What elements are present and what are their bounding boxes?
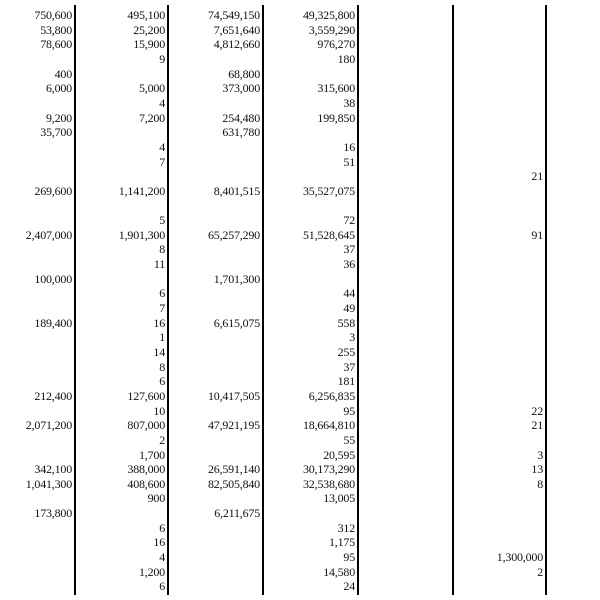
table-row (0, 52, 600, 67)
table-cell-col-3: 254,480 (222, 110, 260, 125)
table-row (0, 565, 600, 580)
table-row (0, 360, 600, 375)
table-row (0, 477, 600, 492)
table-cell-col-1: 173,800 (34, 506, 72, 521)
table-row (0, 228, 600, 243)
table-cell-col-3: 74,549,150 (207, 8, 260, 22)
table-row (0, 272, 600, 287)
table-cell-col-2: 807,000 (127, 418, 165, 433)
table-row (0, 506, 600, 521)
table-cell-col-2: 10 (153, 403, 165, 418)
table-cell-col-4: 315,600 (317, 81, 355, 96)
table-cell-col-2: 7 (159, 154, 165, 169)
table-row (0, 140, 600, 155)
table-cell-col-1: 2,407,000 (25, 227, 72, 242)
table-row (0, 125, 600, 140)
table-row (0, 213, 600, 228)
table-cell-col-2: 5 (159, 213, 165, 228)
table-cell-col-2: 6 (159, 374, 165, 389)
table-cell-col-4: 95 (343, 550, 355, 565)
table-cell-col-4: 3,559,290 (308, 22, 355, 37)
table-cell-col-4: 49,325,800 (302, 8, 355, 22)
table-cell-col-2: 388,000 (127, 462, 165, 477)
table-cell-col-1: 212,400 (34, 388, 72, 403)
table-cell-col-3: 1,701,300 (213, 271, 260, 286)
table-row (0, 448, 600, 463)
table-cell-col-2: 6 (159, 579, 165, 594)
table-cell-col-4: 32,538,680 (302, 476, 355, 491)
table-row (0, 491, 600, 506)
table-row (0, 37, 600, 52)
table-cell-col-2: 16 (153, 315, 165, 330)
table-cell-col-1: 100,000 (34, 271, 72, 286)
table-cell-col-4: 36 (343, 257, 355, 272)
table-cell-col-2: 495,100 (127, 8, 165, 22)
table-row (0, 23, 600, 38)
table-cell-col-2: 2 (159, 432, 165, 447)
table-row (0, 301, 600, 316)
table-cell-col-3: 373,000 (222, 81, 260, 96)
table-row (0, 389, 600, 404)
table-cell-col-3: 7,651,640 (213, 22, 260, 37)
table-cell-col-6: 22 (531, 403, 543, 418)
table-cell-col-4: 312 (337, 520, 355, 535)
table-cell-col-2: 25,200 (133, 22, 165, 37)
table-cell-col-3: 6,615,075 (213, 315, 260, 330)
table-row (0, 242, 600, 257)
table-cell-col-4: 72 (343, 213, 355, 228)
table-cell-col-2: 4 (159, 95, 165, 110)
table-cell-col-4: 95 (343, 403, 355, 418)
table-row (0, 418, 600, 433)
table-cell-col-6: 1,300,000 (496, 550, 543, 565)
table-cell-col-4: 51 (343, 154, 355, 169)
table-row (0, 184, 600, 199)
table-cell-col-2: 1,200 (138, 564, 165, 579)
table-cell-col-6: 8 (537, 476, 543, 491)
table-cell-col-4: 976,270 (317, 37, 355, 52)
table-cell-col-4: 37 (343, 242, 355, 257)
table-cell-col-4: 558 (337, 315, 355, 330)
table-row (0, 111, 600, 126)
table-cell-col-2: 1,901,300 (118, 227, 165, 242)
table-row (0, 8, 600, 23)
table-cell-col-2: 7,200 (138, 110, 165, 125)
table-cell-col-2: 1 (159, 330, 165, 345)
table-cell-col-6: 91 (531, 227, 543, 242)
table-cell-col-3: 4,812,660 (213, 37, 260, 52)
table-cell-col-2: 11 (153, 257, 165, 272)
table-cell-col-2: 8 (159, 242, 165, 257)
table-cell-col-3: 68,800 (228, 66, 260, 81)
table-row (0, 579, 600, 594)
table-cell-col-4: 14,580 (323, 564, 355, 579)
table-cell-col-3: 47,921,195 (207, 418, 260, 433)
table-row (0, 462, 600, 477)
table-row (0, 345, 600, 360)
table-cell-col-4: 199,850 (317, 110, 355, 125)
table-cell-col-2: 1,700 (138, 447, 165, 462)
table-row (0, 330, 600, 345)
table-cell-col-4: 3 (349, 330, 355, 345)
table-cell-col-4: 20,595 (323, 447, 355, 462)
table-row (0, 198, 600, 213)
table-cell-col-4: 38 (343, 95, 355, 110)
table-cell-col-4: 30,173,290 (302, 462, 355, 477)
table-cell-col-4: 18,664,810 (302, 418, 355, 433)
table-cell-col-4: 51,528,645 (302, 227, 355, 242)
table-cell-col-1: 1,041,300 (25, 476, 72, 491)
table-cell-col-1: 342,100 (34, 462, 72, 477)
table-cell-col-2: 5,000 (138, 81, 165, 96)
table-cell-col-4: 44 (343, 286, 355, 301)
table-row (0, 550, 600, 565)
table-row (0, 286, 600, 301)
table-cell-col-4: 1,175 (328, 535, 355, 550)
table-cell-col-6: 13 (531, 462, 543, 477)
table-cell-col-2: 6 (159, 286, 165, 301)
table-cell-col-4: 24 (343, 579, 355, 594)
table-row (0, 316, 600, 331)
table-cell-col-1: 78,600 (40, 37, 72, 52)
table-cell-col-2: 14 (153, 344, 165, 359)
table-row (0, 535, 600, 550)
table-row (0, 521, 600, 536)
table-cell-col-1: 35,700 (40, 125, 72, 140)
table-cell-col-2: 9 (159, 51, 165, 66)
table-cell-col-2: 7 (159, 301, 165, 315)
table-cell-col-1: 400 (54, 66, 72, 81)
table-cell-col-1: 9,200 (45, 110, 72, 125)
table-cell-col-4: 180 (337, 51, 355, 66)
table-cell-col-1: 6,000 (45, 81, 72, 96)
table-cell-col-2: 408,600 (127, 476, 165, 491)
table-cell-col-2: 1,141,200 (118, 183, 165, 198)
table-row (0, 257, 600, 272)
table-cell-col-1: 189,400 (34, 315, 72, 330)
table-cell-col-2: 8 (159, 359, 165, 374)
table-cell-col-6: 21 (531, 169, 543, 184)
table-cell-col-4: 49 (343, 301, 355, 315)
table-cell-col-1: 750,600 (34, 8, 72, 22)
table-cell-col-1: 53,800 (40, 22, 72, 37)
table-cell-col-2: 4 (159, 139, 165, 154)
table-cell-col-4: 55 (343, 432, 355, 447)
table-cell-col-4: 181 (337, 374, 355, 389)
table-cell-col-4: 13,005 (323, 491, 355, 506)
table-cell-col-4: 6,256,835 (308, 388, 355, 403)
table-cell-col-3: 631,780 (222, 125, 260, 140)
table-cell-col-2: 15,900 (133, 37, 165, 52)
table-cell-col-6: 2 (537, 564, 543, 579)
table-cell-col-4: 16 (343, 139, 355, 154)
table-cell-col-3: 65,257,290 (207, 227, 260, 242)
table-cell-col-3: 8,401,515 (213, 183, 260, 198)
table-cell-col-4: 255 (337, 344, 355, 359)
table-cell-col-2: 127,600 (127, 388, 165, 403)
table-cell-col-1: 269,600 (34, 183, 72, 198)
table-row (0, 155, 600, 170)
table-row (0, 169, 600, 184)
table-cell-col-4: 37 (343, 359, 355, 374)
table-cell-col-4: 35,527,075 (302, 183, 355, 198)
table-cell-col-2: 16 (153, 535, 165, 550)
table-cell-col-2: 6 (159, 520, 165, 535)
table-cell-col-6: 21 (531, 418, 543, 433)
table-cell-col-3: 26,591,140 (207, 462, 260, 477)
table-row (0, 67, 600, 82)
table-cell-col-2: 900 (147, 491, 165, 506)
table-cell-col-2: 4 (159, 550, 165, 565)
table-cell-col-1: 2,071,200 (25, 418, 72, 433)
table-cell-col-3: 10,417,505 (207, 388, 260, 403)
table-row (0, 374, 600, 389)
table-row (0, 404, 600, 419)
table-cell-col-6: 3 (537, 447, 543, 462)
table-cell-col-3: 6,211,675 (214, 506, 260, 521)
table-cell-col-3: 82,505,840 (207, 476, 260, 491)
table-row (0, 433, 600, 448)
table-row (0, 81, 600, 96)
table-row (0, 96, 600, 111)
